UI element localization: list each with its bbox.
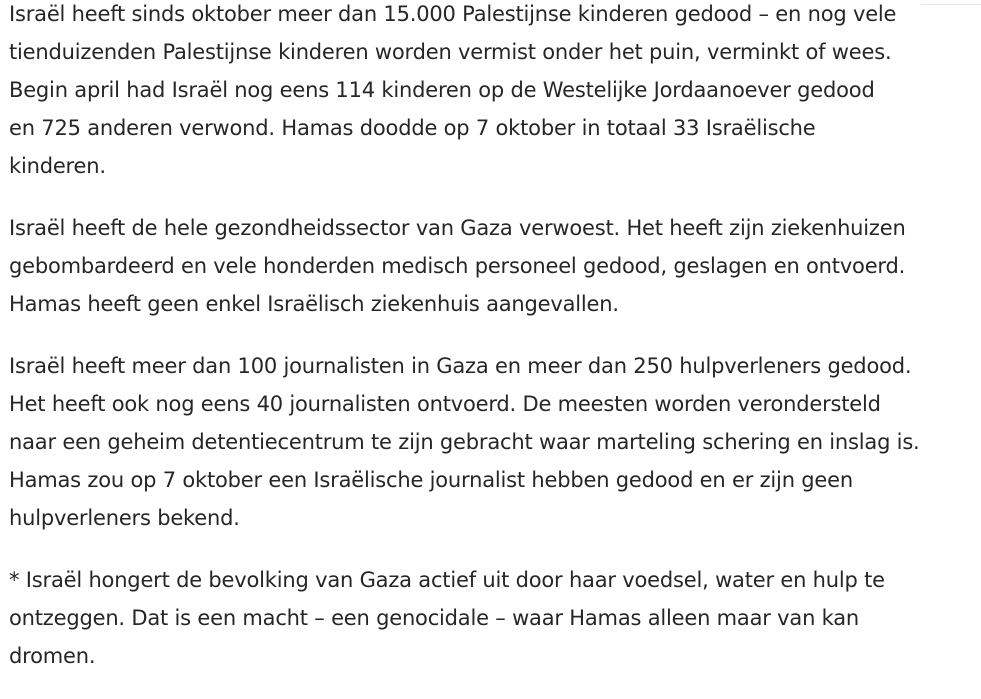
text-line: kinderen.: [9, 154, 106, 178]
text-line: en 725 anderen verwond. Hamas doodde op 7 oktober in totaal 33 Israëlische: [9, 116, 816, 140]
text-line: ontzeggen. Dat is een macht – een genocidale – waar Hamas alleen maar van kan: [9, 606, 860, 630]
text-line: Israël heeft sinds oktober meer dan 15.000 Palestijnse kinderen gedood – en nog vele: [9, 2, 897, 26]
text-line: tienduizenden Palestijnse kinderen worden vermist onder het puin, verminkt of wees.: [9, 40, 892, 64]
text-line: Hamas zou op 7 oktober een Israëlische journalist hebben gedood en er zijn geen: [9, 468, 853, 492]
text-line: dromen.: [9, 644, 96, 668]
text-line: Israël heeft de hele gezondheidssector van Gaza verwoest. Het heeft zijn ziekenhuizen: [9, 216, 906, 240]
text-line: Israël heeft meer dan 100 journalisten in Gaza en meer dan 250 hulpverleners gedood.: [9, 354, 912, 378]
article-body: [9, 0, 939, 699]
text-line: Begin april had Israël nog eens 114 kinderen op de Westelijke Jordaanoever gedood: [9, 78, 875, 102]
paragraph-children-killed: [9, 0, 939, 185]
text-line: naar een geheim detentiecentrum te zijn gebracht waar marteling schering en inslag is.: [9, 430, 920, 454]
paragraph-starvation: [9, 561, 939, 675]
text-line: hulpverleners bekend.: [9, 506, 240, 530]
text-line: Hamas heeft geen enkel Israëlisch ziekenhuis aangevallen.: [9, 292, 619, 316]
text-line: Het heeft ook nog eens 40 journalisten ontvoerd. De meesten worden verondersteld: [9, 392, 881, 416]
paragraph-journalists: [9, 347, 939, 537]
paragraph-health-sector: [9, 209, 939, 323]
text-line: * Israël hongert de bevolking van Gaza actief uit door haar voedsel, water en hulp te: [9, 568, 885, 592]
text-line: gebombardeerd en vele honderden medisch personeel gedood, geslagen en ontvoerd.: [9, 254, 906, 278]
